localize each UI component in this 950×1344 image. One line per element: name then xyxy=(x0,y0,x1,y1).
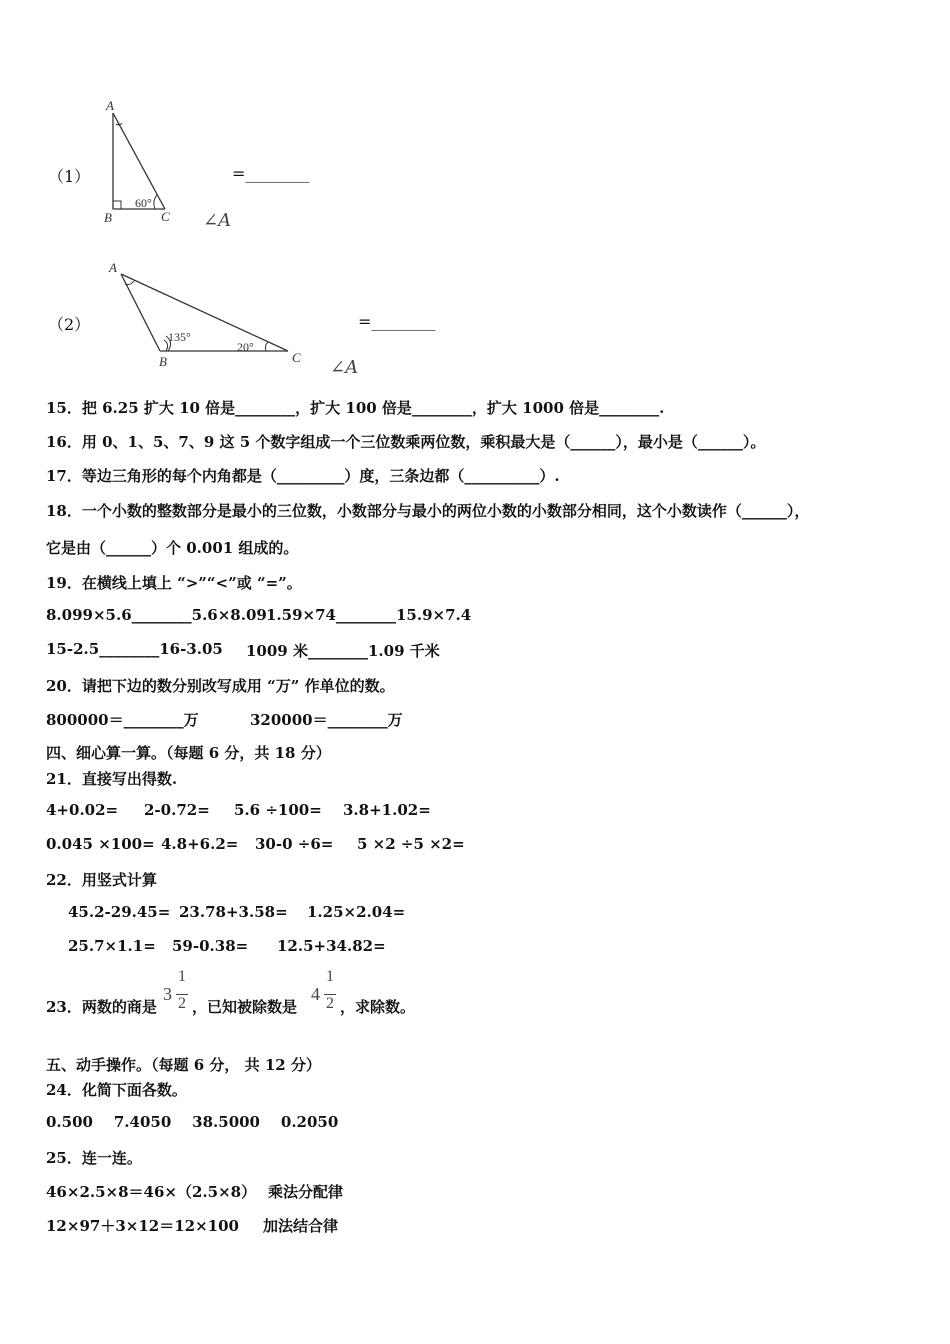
q21-item: 3.8+1.02= xyxy=(343,801,431,819)
q15-text: 15．把 6.25 扩大 10 倍是________，扩大 100 倍是________，扩大 1000 倍是________. xyxy=(46,399,665,417)
q22-title: 22．用竖式计算 xyxy=(46,871,157,889)
q21-item: 5 ×2 ÷5 ×2= xyxy=(357,835,465,853)
q23-text-part1: 23．两数的商是 xyxy=(46,998,157,1016)
q17-text: 17．等边三角形的每个内角都是（_________）度，三条边都（__________）. xyxy=(46,467,560,485)
angle-a-symbol-2: ∠A xyxy=(330,357,359,378)
vertex-a-label: A xyxy=(106,98,114,113)
q14-part2-answer-blank: =________ xyxy=(358,312,436,331)
q21-item: 5.6 ÷100= xyxy=(234,801,322,819)
angle-b-degree: 135° xyxy=(168,330,191,344)
vertex-c-label: C xyxy=(161,209,170,224)
angle-c-degree: 60° xyxy=(135,196,152,210)
q19-title: 19．在横线上填上 “>”“<”或 “=”。 xyxy=(46,574,302,592)
q20-item: 800000＝________万 xyxy=(46,711,199,729)
q20-title: 20．请把下边的数分别改写成用 “万” 作单位的数。 xyxy=(46,677,395,695)
vertex-a-label: A xyxy=(109,260,117,275)
q14-part2-label: （2） xyxy=(48,315,91,334)
vertex-b-label: B xyxy=(159,354,167,369)
q21-item: 2-0.72= xyxy=(144,801,210,819)
q20-item: 320000＝________万 xyxy=(250,711,403,729)
q25-title: 25．连一连。 xyxy=(46,1149,142,1167)
q22-item: 25.7×1.1= xyxy=(68,937,156,955)
q21-title: 21．直接写出得数. xyxy=(46,770,178,788)
q14-part1-answer-blank: =________ xyxy=(232,164,310,183)
q14-part1-label: （1） xyxy=(48,167,91,186)
q22-item: 45.2-29.45= xyxy=(68,903,171,921)
q24-numbers: 0.500 7.4050 38.5000 0.2050 xyxy=(46,1113,339,1131)
q18-line2: 它是由（______）个 0.001 组成的。 xyxy=(46,539,299,557)
q21-item: 30-0 ÷6= xyxy=(255,835,334,853)
q25-right-law: 加法结合律 xyxy=(263,1217,339,1235)
q21-item: 4.8+6.2= xyxy=(161,835,239,853)
q21-item: 4+0.02= xyxy=(46,801,119,819)
q19-item: 8.099×5.6________5.6×8.09 xyxy=(46,606,267,624)
q24-title: 24．化简下面各数。 xyxy=(46,1081,187,1099)
section-4-heading: 四、细心算一算。（每题 6 分，共 18 分） xyxy=(46,744,331,762)
q22-item: 1.25×2.04= xyxy=(307,903,406,921)
angle-c-degree: 20° xyxy=(237,340,254,354)
q22-item: 12.5+34.82= xyxy=(277,937,386,955)
vertex-c-label: C xyxy=(292,350,301,365)
section-5-heading: 五、动手操作。（每题 6 分， 共 12 分） xyxy=(46,1056,321,1074)
q25-right-law: 乘法分配律 xyxy=(268,1183,344,1201)
q19-item: 1009 米________1.09 千米 xyxy=(246,642,440,660)
q19-item: 15-2.5________16-3.05 xyxy=(46,640,223,658)
q23-text-part3: ，求除数。 xyxy=(340,998,416,1016)
q22-item: 59-0.38= xyxy=(172,937,249,955)
vertex-b-label: B xyxy=(104,210,112,225)
angle-a-symbol-1: ∠A xyxy=(203,210,232,231)
q18-line1: 18．一个小数的整数部分是最小的三位数，小数部分与最小的两位小数的小数部分相同，这个小数读作（______）， xyxy=(46,502,810,520)
q25-left-expression: 46×2.5×8＝46×（2.5×8） xyxy=(46,1183,257,1201)
q22-item: 23.78+3.58= xyxy=(179,903,288,921)
q23-text-part2: ，已知被除数是 xyxy=(192,998,298,1016)
q16-text: 16．用 0、1、5、7、9 这 5 个数字组成一个三位数乘两位数，乘积最大是（______），最小是（______）。 xyxy=(46,433,766,451)
q25-left-expression: 12×97＋3×12＝12×100 xyxy=(46,1217,239,1235)
q21-item: 0.045 ×100= xyxy=(46,835,155,853)
triangle-figure-2 xyxy=(100,258,320,373)
q19-item: 1.59×74________15.9×7.4 xyxy=(266,606,472,624)
